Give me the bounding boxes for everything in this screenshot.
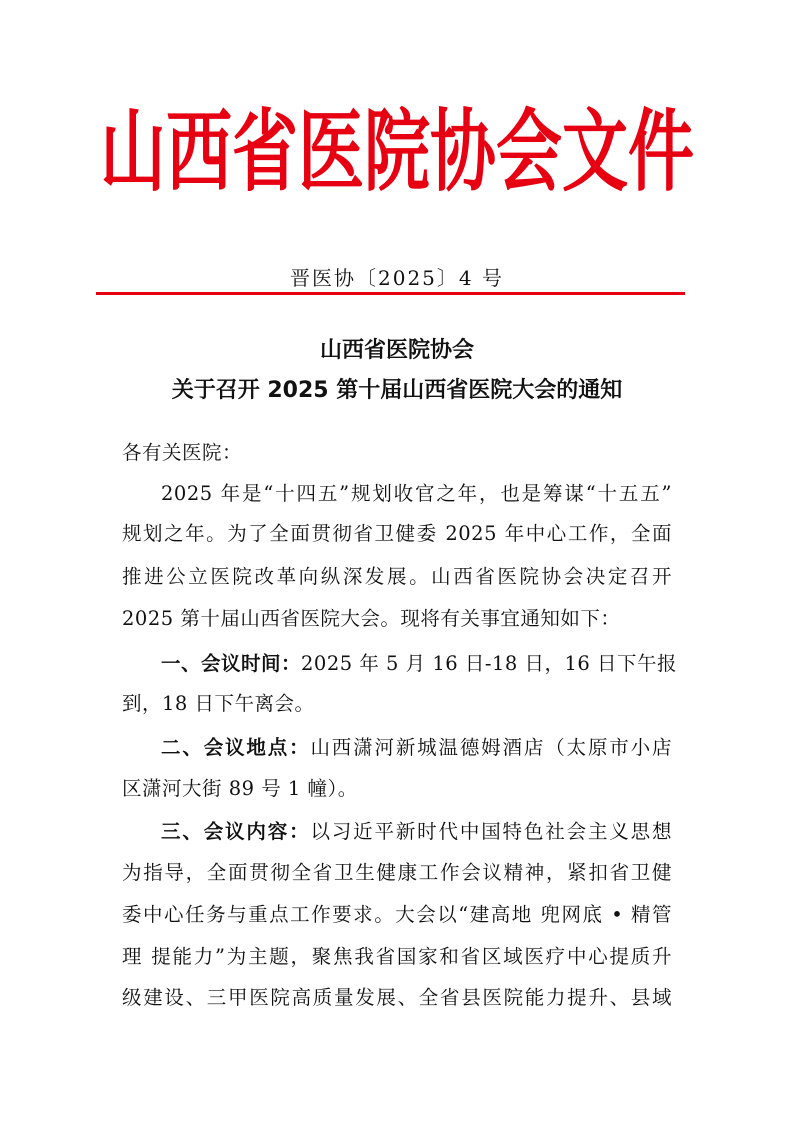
- section-label: 一、会议时间：: [161, 652, 302, 675]
- section-meeting-time: [161, 651, 677, 677]
- section-text: 山西潇河新城温德姆酒店（太原市小店: [310, 736, 672, 759]
- document-header-title: 山西省医院协会文件: [100, 99, 694, 204]
- section-label: 二、会议地点：: [161, 736, 311, 759]
- section-text-continued: 区潇河大街 89 号 1 幢）。: [122, 777, 358, 800]
- section-text: 2025 年 5 月 16 日-18 日，16 日下午报: [301, 652, 677, 675]
- notice-title-issuer: 山西省医院协会: [319, 338, 474, 363]
- section-text-continued: 级建设、三甲医院高质量发展、全省县医院能力提升、县域: [122, 986, 672, 1009]
- section-meeting-venue: [161, 735, 672, 761]
- section-text-continued: 委中心任务与重点工作要求。大会以“建高地 兜网底 • 精管: [122, 903, 672, 926]
- notice-title-subject: 关于召开 2025 第十届山西省医院大会的通知: [171, 378, 623, 403]
- intro-line: 推进公立医院改革向纵深发展。山西省医院协会决定召开: [122, 565, 672, 588]
- intro-line: 2025 第十届山西省医院大会。现将有关事宜通知如下：: [122, 607, 621, 630]
- red-divider-line: [96, 292, 685, 295]
- intro-line: 2025 年是“十四五”规划收官之年，也是筹谋“十五五”: [161, 482, 672, 505]
- section-text: 以习近平新时代中国特色社会主义思想: [310, 820, 672, 843]
- section-text-continued: 为指导，全面贯彻全省卫生健康工作会议精神，紧扣省卫健: [122, 861, 672, 884]
- intro-line: 规划之年。为了全面贯彻省卫健委 2025 年中心工作，全面: [122, 522, 672, 545]
- salutation: 各有关医院：: [122, 441, 243, 464]
- section-text-continued: 理 提能力”为主题，聚焦我省国家和省区域医疗中心提质升: [122, 945, 672, 968]
- document-number: 晋医协〔2025〕4 号: [290, 266, 504, 290]
- section-meeting-content: [161, 819, 672, 845]
- section-text-continued: 到，18 日下午离会。: [122, 692, 315, 715]
- section-label: 三、会议内容：: [161, 820, 311, 843]
